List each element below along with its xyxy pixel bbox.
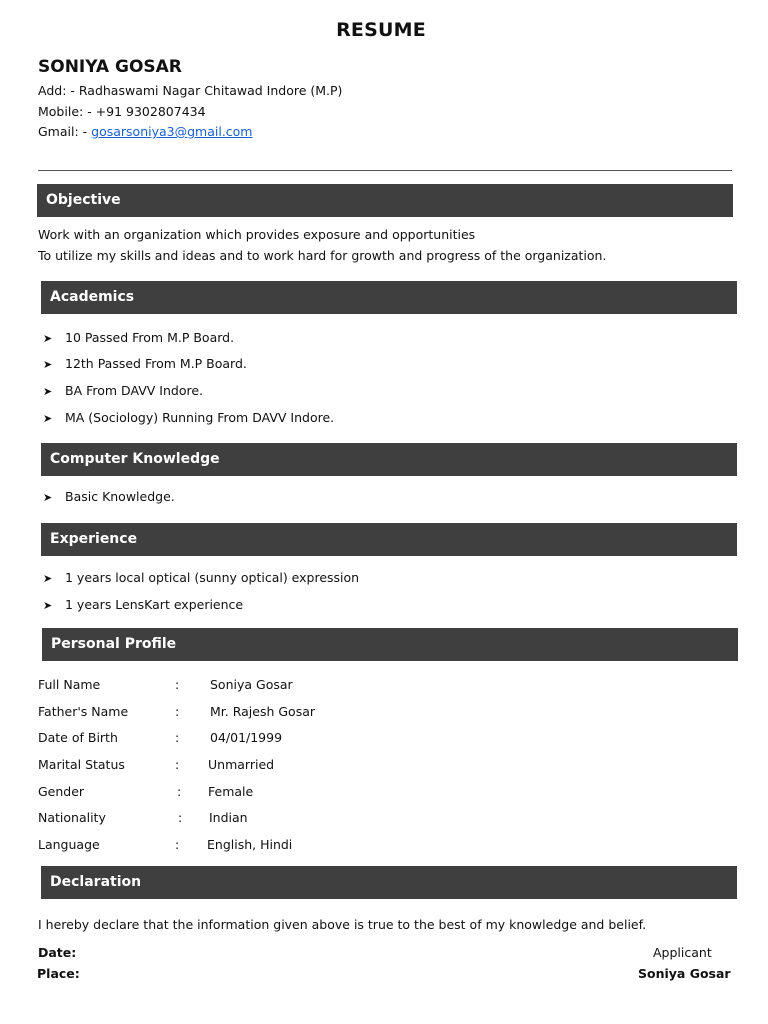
profile-label: Father's Name bbox=[38, 704, 129, 719]
profile-colon: : bbox=[178, 810, 183, 825]
profile-colon: : bbox=[175, 730, 180, 745]
profile-colon: : bbox=[175, 837, 180, 852]
profile-label: Language bbox=[38, 837, 100, 852]
objective-line: To utilize my skills and ideas and to work hard for growth and progress of the organization. bbox=[38, 248, 607, 263]
date-label: Date: bbox=[38, 945, 77, 960]
objective-line: Work with an organization which provides exposure and opportunities bbox=[38, 227, 476, 242]
profile-colon: : bbox=[175, 757, 180, 772]
place-label: Place: bbox=[37, 966, 80, 981]
applicant-name: Soniya Gosar bbox=[638, 966, 731, 981]
profile-value: 04/01/1999 bbox=[210, 730, 283, 745]
profile-colon: : bbox=[175, 704, 180, 719]
personal-profile-heading-bar: Personal Profile bbox=[42, 628, 738, 661]
profile-colon: : bbox=[177, 784, 182, 799]
list-item-text: BA From DAVV Indore. bbox=[65, 383, 203, 398]
arrow-bullet-icon: ➤ bbox=[43, 412, 53, 425]
arrow-bullet-icon: ➤ bbox=[43, 572, 53, 585]
profile-label: Nationality bbox=[38, 810, 106, 825]
address-line: Add: - Radhaswami Nagar Chitawad Indore (M.P) bbox=[38, 83, 343, 98]
objective-heading-bar: Objective bbox=[37, 184, 733, 217]
list-item bbox=[43, 488, 175, 507]
candidate-name: SONIYA GOSAR bbox=[38, 57, 182, 77]
profile-value: English, Hindi bbox=[207, 837, 293, 852]
list-item bbox=[43, 382, 203, 401]
profile-label: Full Name bbox=[38, 677, 101, 692]
list-item bbox=[43, 409, 334, 428]
arrow-bullet-icon: ➤ bbox=[43, 491, 53, 504]
profile-value: Mr. Rajesh Gosar bbox=[210, 704, 316, 719]
profile-value: Female bbox=[208, 784, 254, 799]
arrow-bullet-icon: ➤ bbox=[43, 385, 53, 398]
mobile-line: Mobile: - +91 9302807434 bbox=[38, 104, 206, 119]
declaration-heading-bar: Declaration bbox=[41, 866, 737, 899]
profile-colon: : bbox=[175, 677, 180, 692]
list-item bbox=[43, 355, 247, 374]
profile-value: Indian bbox=[209, 810, 248, 825]
email-link[interactable]: gosarsoniya3@gmail.com bbox=[91, 124, 253, 139]
profile-label: Gender bbox=[38, 784, 85, 799]
list-item-text: 1 years local optical (sunny optical) expression bbox=[65, 570, 360, 585]
profile-label: Marital Status bbox=[38, 757, 125, 772]
list-item bbox=[43, 596, 243, 615]
list-item bbox=[43, 569, 359, 588]
computer-knowledge-heading-bar: Computer Knowledge bbox=[41, 443, 737, 476]
profile-label: Date of Birth bbox=[38, 730, 118, 745]
arrow-bullet-icon: ➤ bbox=[43, 332, 53, 345]
gmail-line bbox=[38, 122, 253, 142]
experience-heading-bar: Experience bbox=[41, 523, 737, 556]
list-item bbox=[43, 329, 234, 348]
arrow-bullet-icon: ➤ bbox=[43, 599, 53, 612]
list-item-text: MA (Sociology) Running From DAVV Indore. bbox=[65, 410, 335, 425]
applicant-label: Applicant bbox=[653, 945, 712, 960]
resume-title: RESUME bbox=[336, 19, 426, 41]
list-item-text: 1 years LensKart experience bbox=[65, 597, 244, 612]
profile-value: Soniya Gosar bbox=[210, 677, 293, 692]
arrow-bullet-icon: ➤ bbox=[43, 358, 53, 371]
list-item-text: Basic Knowledge. bbox=[65, 489, 175, 504]
academics-heading-bar: Academics bbox=[41, 281, 737, 314]
profile-value: Unmarried bbox=[208, 757, 275, 772]
header-divider bbox=[38, 170, 732, 171]
list-item-text: 10 Passed From M.P Board. bbox=[65, 330, 235, 345]
declaration-text: I hereby declare that the information given above is true to the best of my knowledge and belief. bbox=[38, 917, 647, 932]
list-item-text: 12th Passed From M.P Board. bbox=[65, 356, 247, 371]
gmail-label: Gmail: - bbox=[38, 124, 92, 139]
